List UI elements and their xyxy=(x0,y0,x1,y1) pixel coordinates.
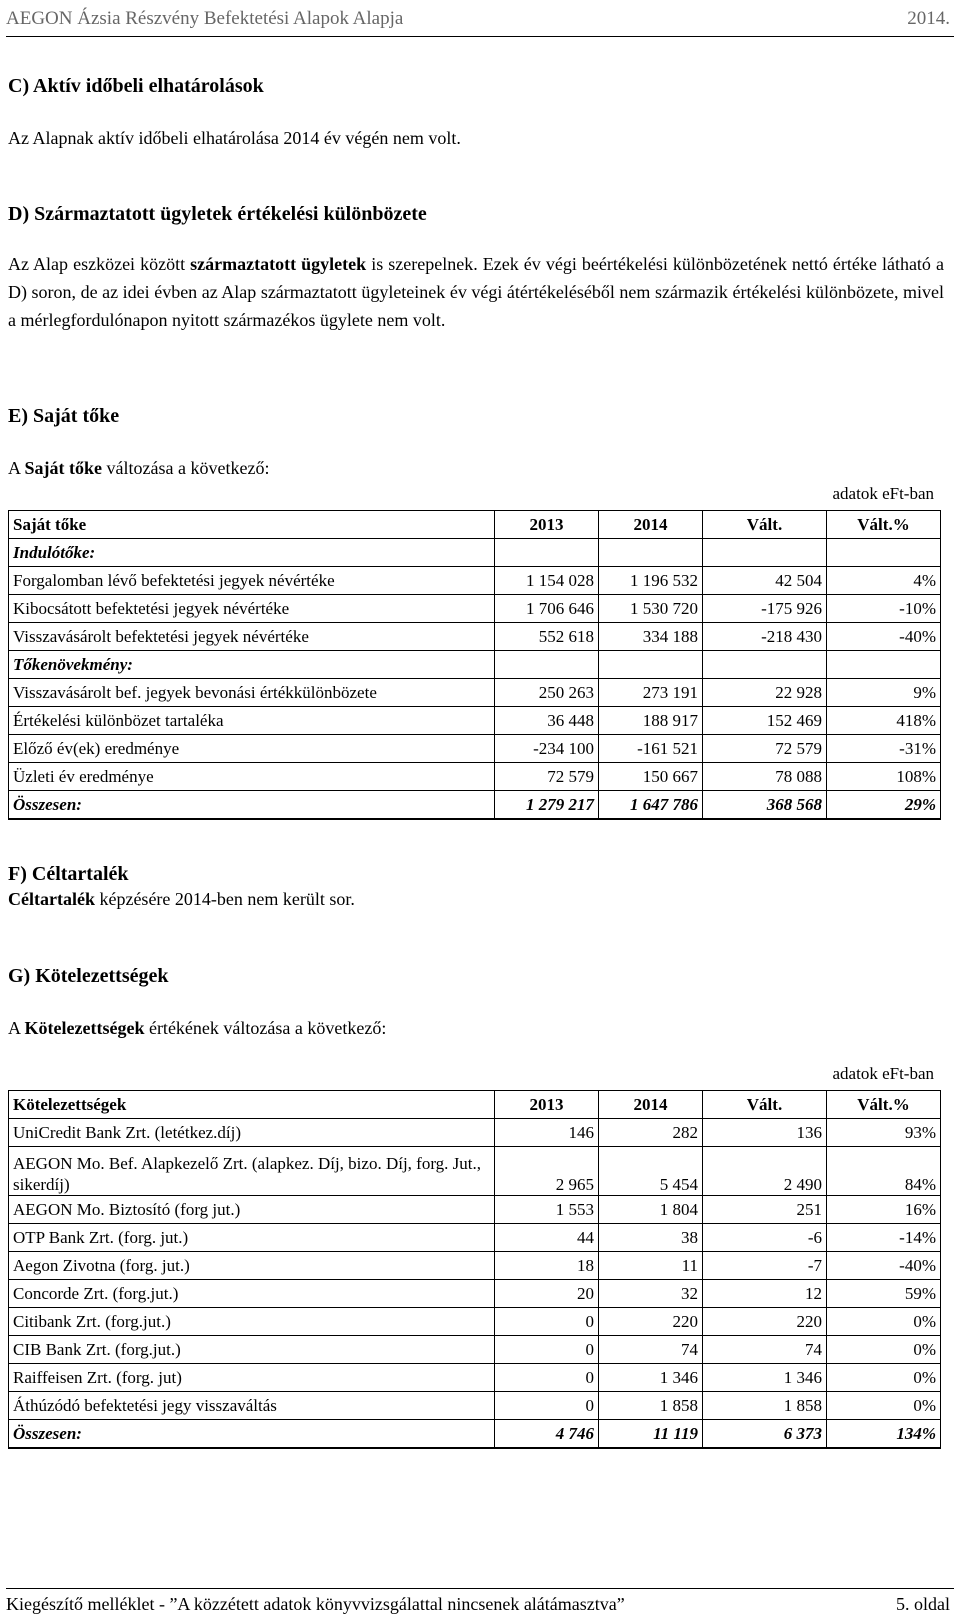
table-cell: 0 xyxy=(495,1308,599,1336)
equity-table xyxy=(8,510,941,820)
table-cell: Indulótőke: xyxy=(9,539,495,567)
table-cell: -40% xyxy=(827,1252,941,1280)
table-total-row xyxy=(9,791,941,820)
table-cell: 72 579 xyxy=(495,763,599,791)
table-cell: Aegon Zivotna (forg. jut.) xyxy=(9,1252,495,1280)
table-cell: Előző év(ek) eredménye xyxy=(9,735,495,763)
table-cell: 2013 xyxy=(495,511,599,539)
table-cell: Vált.% xyxy=(827,1091,941,1119)
table-cell: Forgalomban lévő befektetési jegyek névértéke xyxy=(9,567,495,595)
table-cell: Kötelezettségek xyxy=(9,1091,495,1119)
table-cell: 72 579 xyxy=(703,735,827,763)
table-cell: Tőkenövekmény: xyxy=(9,651,495,679)
table-cell: 1 346 xyxy=(599,1364,703,1392)
table-header-row xyxy=(9,1091,941,1119)
table-cell: OTP Bank Zrt. (forg. jut.) xyxy=(9,1224,495,1252)
table-cell: -161 521 xyxy=(599,735,703,763)
table-cell: 11 119 xyxy=(599,1420,703,1449)
table-cell: -218 430 xyxy=(703,623,827,651)
table-cell: Vált. xyxy=(703,511,827,539)
table-cell: -40% xyxy=(827,623,941,651)
table-row xyxy=(9,735,941,763)
table-cell: -6 xyxy=(703,1224,827,1252)
page-header xyxy=(6,2,954,37)
table-cell: Áthúzódó befektetési jegy visszaváltás xyxy=(9,1392,495,1420)
table-row xyxy=(9,1252,941,1280)
table-cell: AEGON Mo. Biztosító (forg jut.) xyxy=(9,1196,495,1224)
table-cell: 0% xyxy=(827,1364,941,1392)
table-row xyxy=(9,539,941,567)
table-cell: 12 xyxy=(703,1280,827,1308)
table-cell: 0% xyxy=(827,1336,941,1364)
table-cell: 134% xyxy=(827,1420,941,1449)
table-cell: Saját tőke xyxy=(9,511,495,539)
table-cell: 1 858 xyxy=(599,1392,703,1420)
table-cell: 2 965 xyxy=(495,1147,599,1196)
table-cell: 1 530 720 xyxy=(599,595,703,623)
page-number: 5. oldal xyxy=(896,1594,950,1614)
table-row xyxy=(9,1308,941,1336)
table-cell: 1 804 xyxy=(599,1196,703,1224)
table-cell: 36 448 xyxy=(495,707,599,735)
table-cell: AEGON Mo. Bef. Alapkezelő Zrt. (alapkez. Díj, bizo. Díj, forg. Jut., sikerdíj) xyxy=(9,1147,495,1196)
section-d-text: Az Alap eszközei között származtatott ügyletek is szerepelnek. Ezek év végi beértékelési különbözetének nettó értéke látható a D) soron, de az idei évben az Alap származtatott ügyleteinek év végi átértékeléséből nem származik értékelési különbözete, mivel a mérlegfordulónapon nyitott származékos ügylete nem volt. xyxy=(8,254,944,330)
table-cell: 42 504 xyxy=(703,567,827,595)
table-cell: 552 618 xyxy=(495,623,599,651)
section-e-unit: adatok eFt-ban xyxy=(832,484,934,503)
table-cell: 108% xyxy=(827,763,941,791)
page-footer xyxy=(6,1588,954,1619)
table-cell: 1 553 xyxy=(495,1196,599,1224)
table-cell: Visszavásárolt befektetési jegyek névértéke xyxy=(9,623,495,651)
table-cell: 20 xyxy=(495,1280,599,1308)
table-cell xyxy=(495,651,599,679)
header-year: 2014. xyxy=(907,8,950,29)
table-cell: 1 279 217 xyxy=(495,791,599,820)
table-row xyxy=(9,1392,941,1420)
table-cell: Összesen: xyxy=(9,791,495,820)
section-e-intro: A Saját tőke változása a következő: xyxy=(8,458,270,478)
table-cell: -175 926 xyxy=(703,595,827,623)
table-row xyxy=(9,679,941,707)
table-cell: Concorde Zrt. (forg.jut.) xyxy=(9,1280,495,1308)
table-cell: -10% xyxy=(827,595,941,623)
table-cell: 29% xyxy=(827,791,941,820)
table-cell xyxy=(827,651,941,679)
table-cell: 146 xyxy=(495,1119,599,1147)
table-cell: -31% xyxy=(827,735,941,763)
table-cell: 16% xyxy=(827,1196,941,1224)
table-cell: Értékelési különbözet tartaléka xyxy=(9,707,495,735)
table-cell: 0% xyxy=(827,1392,941,1420)
table-cell xyxy=(827,539,941,567)
table-row xyxy=(9,595,941,623)
table-cell: 0 xyxy=(495,1392,599,1420)
table-cell: 59% xyxy=(827,1280,941,1308)
table-cell: 418% xyxy=(827,707,941,735)
table-row xyxy=(9,567,941,595)
table-cell xyxy=(703,539,827,567)
table-cell: 84% xyxy=(827,1147,941,1196)
table-cell: CIB Bank Zrt. (forg.jut.) xyxy=(9,1336,495,1364)
section-e-title: E) Saját tőke xyxy=(8,405,120,427)
table-cell: 334 188 xyxy=(599,623,703,651)
table-row xyxy=(9,623,941,651)
section-f-title: F) Céltartalék xyxy=(8,863,129,885)
table-cell: Üzleti év eredménye xyxy=(9,763,495,791)
table-cell xyxy=(599,651,703,679)
table-cell: Raiffeisen Zrt. (forg. jut) xyxy=(9,1364,495,1392)
section-d-title: D) Származtatott ügyletek értékelési különbözete xyxy=(8,203,427,225)
table-cell: 273 191 xyxy=(599,679,703,707)
section-g-title: G) Kötelezettségek xyxy=(8,965,169,987)
table-cell: 18 xyxy=(495,1252,599,1280)
table-row xyxy=(9,1364,941,1392)
table-cell: 282 xyxy=(599,1119,703,1147)
table-cell: 368 568 xyxy=(703,791,827,820)
table-cell: Kibocsátott befektetési jegyek névértéke xyxy=(9,595,495,623)
table-cell: Vált.% xyxy=(827,511,941,539)
table-cell: 2013 xyxy=(495,1091,599,1119)
section-f-text: Céltartalék képzésére 2014-ben nem került sor. xyxy=(8,889,355,909)
table-row xyxy=(9,1196,941,1224)
table-cell: 0 xyxy=(495,1336,599,1364)
table-row xyxy=(9,1119,941,1147)
table-cell: 1 346 xyxy=(703,1364,827,1392)
section-c-title: C) Aktív időbeli elhatárolások xyxy=(8,75,264,97)
table-row xyxy=(9,1336,941,1364)
table-cell: Összesen: xyxy=(9,1420,495,1449)
table-row xyxy=(9,763,941,791)
table-cell: 251 xyxy=(703,1196,827,1224)
table-row xyxy=(9,651,941,679)
table-cell: 38 xyxy=(599,1224,703,1252)
table-cell: 4% xyxy=(827,567,941,595)
table-cell: 2014 xyxy=(599,511,703,539)
table-row xyxy=(9,1280,941,1308)
section-g-unit: adatok eFt-ban xyxy=(832,1064,934,1083)
table-cell xyxy=(703,651,827,679)
table-row xyxy=(9,1224,941,1252)
table-cell: Visszavásárolt bef. jegyek bevonási értékkülönbözete xyxy=(9,679,495,707)
table-cell: 6 373 xyxy=(703,1420,827,1449)
table-cell: UniCredit Bank Zrt. (letétkez.díj) xyxy=(9,1119,495,1147)
table-cell: -14% xyxy=(827,1224,941,1252)
table-cell: 1 647 786 xyxy=(599,791,703,820)
table-cell: 152 469 xyxy=(703,707,827,735)
table-cell: 74 xyxy=(703,1336,827,1364)
table-cell: 220 xyxy=(703,1308,827,1336)
liabilities-table xyxy=(8,1090,941,1449)
footer-note: Kiegészítő melléklet - ”A közzétett adatok könyvvizsgálattal nincsenek alátámasztva” xyxy=(6,1594,625,1614)
table-cell: 2014 xyxy=(599,1091,703,1119)
table-cell: 1 196 532 xyxy=(599,567,703,595)
table-cell: 78 088 xyxy=(703,763,827,791)
table-cell: 32 xyxy=(599,1280,703,1308)
table-cell: 11 xyxy=(599,1252,703,1280)
table-cell: 136 xyxy=(703,1119,827,1147)
table-cell: 150 667 xyxy=(599,763,703,791)
table-cell: 188 917 xyxy=(599,707,703,735)
table-cell: 74 xyxy=(599,1336,703,1364)
table-cell: 220 xyxy=(599,1308,703,1336)
table-row xyxy=(9,707,941,735)
table-cell: 44 xyxy=(495,1224,599,1252)
table-cell: 5 454 xyxy=(599,1147,703,1196)
table-cell: 93% xyxy=(827,1119,941,1147)
table-cell xyxy=(599,539,703,567)
table-cell: 2 490 xyxy=(703,1147,827,1196)
table-total-row xyxy=(9,1420,941,1449)
table-cell: -7 xyxy=(703,1252,827,1280)
table-row xyxy=(9,1147,941,1196)
table-cell: 1 706 646 xyxy=(495,595,599,623)
table-cell xyxy=(495,539,599,567)
table-cell: Vált. xyxy=(703,1091,827,1119)
table-header-row xyxy=(9,511,941,539)
table-cell: 0 xyxy=(495,1364,599,1392)
table-cell: 4 746 xyxy=(495,1420,599,1449)
table-cell: 0% xyxy=(827,1308,941,1336)
table-cell: 22 928 xyxy=(703,679,827,707)
table-cell: 250 263 xyxy=(495,679,599,707)
table-cell: -234 100 xyxy=(495,735,599,763)
table-cell: Citibank Zrt. (forg.jut.) xyxy=(9,1308,495,1336)
table-cell: 1 858 xyxy=(703,1392,827,1420)
section-c-text: Az Alapnak aktív időbeli elhatárolása 2014 év végén nem volt. xyxy=(8,128,461,148)
table-cell: 1 154 028 xyxy=(495,567,599,595)
header-title: AEGON Ázsia Részvény Befektetési Alapok Alapja xyxy=(6,8,404,29)
section-g-intro: A Kötelezettségek értékének változása a következő: xyxy=(8,1018,387,1038)
table-cell: 9% xyxy=(827,679,941,707)
